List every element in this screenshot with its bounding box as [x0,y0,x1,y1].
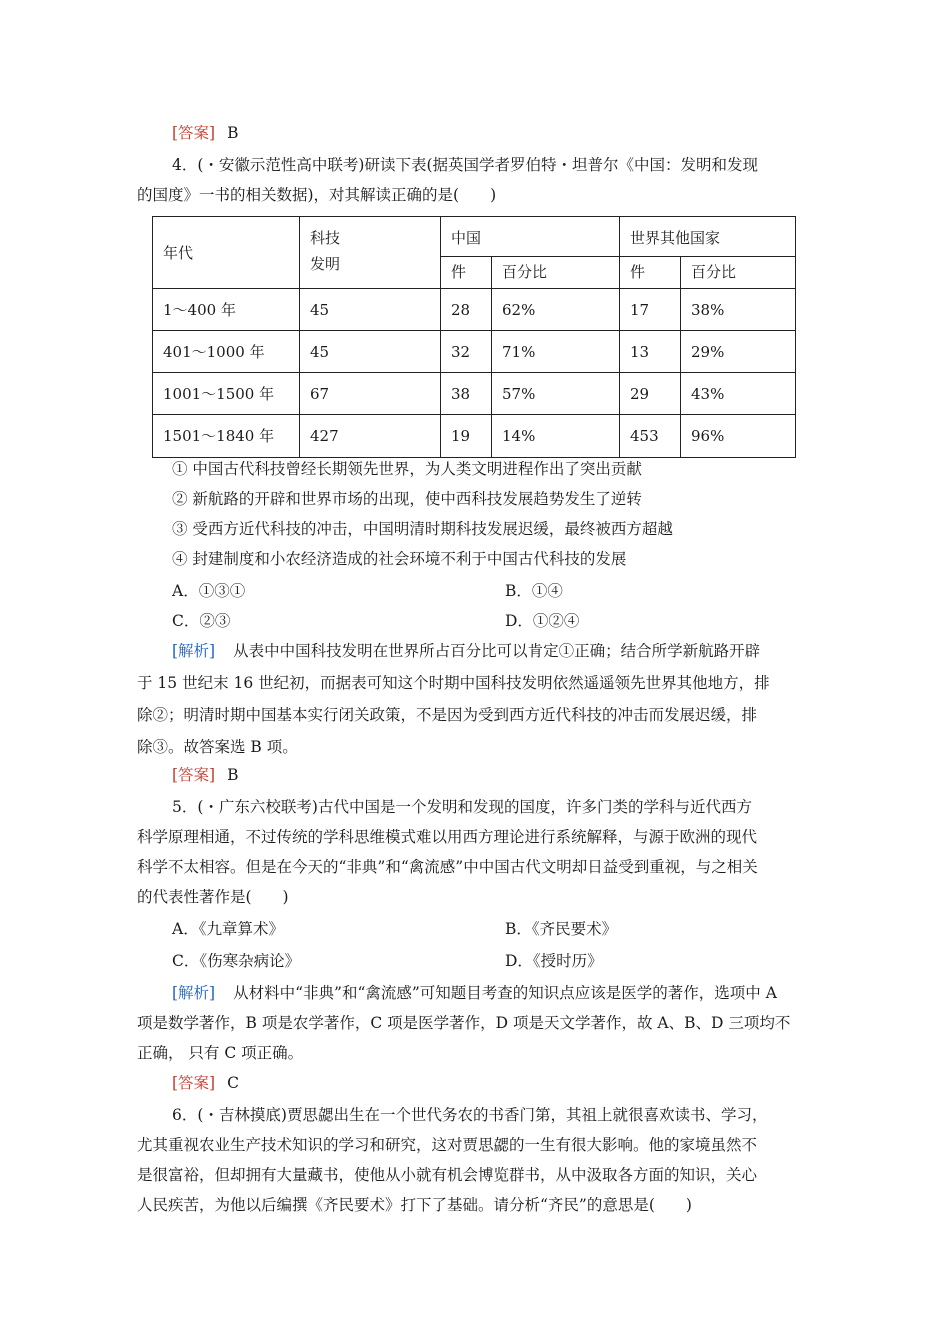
q4-statement-2: ② 新航路的开辟和世界市场的出现，使中西科技发展趋势发生了逆转 [172,490,642,508]
analysis-text: 从材料中“非典”和“禽流感”可知题目考查的知识点应该是医学的著作，选项中 A [233,984,777,1002]
cell-year: 1～400 年 [153,289,300,331]
q5-stem-line-3: 科学不太相容。但是在今天的“非典”和“禽流感”中中国古代文明却日益受到重视，与之相关 [137,858,758,876]
cell-total: 45 [300,289,441,331]
cell-cn-pct: 14% [492,415,620,458]
q4-option-d: D．①②④ [505,612,580,630]
cell-world-pct: 38% [681,289,796,331]
q6-stem-line-1: 6．(・吉林摸底)贾思勰出生在一个世代务农的书香门第，其祖上就很喜欢读书、学习， [172,1106,768,1124]
header-world-count: 件 [620,257,681,289]
q5-analysis-line-2: 项是数学著作，B 项是农学著作，C 项是医学著作，D 项是天文学著作，故 A、B、D 三项均不 [137,1014,791,1032]
q5-stem-line-4: 的代表性著作是( ) [137,888,289,906]
q4-answer [172,764,239,786]
cell-cn-pct: 71% [492,331,620,373]
answer-tag: [答案] [172,766,216,784]
table-row [153,331,796,373]
q4-statement-1: ① 中国古代科技曾经长期领先世界，为人类文明进程作出了突出贡献 [172,460,642,478]
q4-option-b: B．①④ [505,582,563,600]
q4-analysis-line-2: 于 15 世纪末 16 世纪初，而据表可知这个时期中国科技发明依然遥遥领先世界其他地方，排 [137,674,770,692]
cell-cn-pct: 57% [492,373,620,415]
cell-world-pct: 43% [681,373,796,415]
cell-year: 1501～1840 年 [153,415,300,458]
answer-tag: [答案] [172,124,216,142]
analysis-tag: [解析] [172,642,216,660]
q4-option-a: A．①③① [172,582,246,600]
header-china: 中国 [441,217,620,257]
cell-year: 401～1000 年 [153,331,300,373]
q4-statement-3: ③ 受西方近代科技的冲击，中国明清时期科技发展迟缓，最终被西方超越 [172,520,673,538]
analysis-tag: [解析] [172,984,216,1002]
cell-cn: 28 [441,289,492,331]
cell-cn: 38 [441,373,492,415]
q5-stem-line-1: 5．(・广东六校联考)古代中国是一个发明和发现的国度，许多门类的学科与近代西方 [172,798,752,816]
header-tech-line1: 科技 [310,229,341,247]
cell-cn: 19 [441,415,492,458]
q4-analysis-line-4: 除③。故答案选 B 项。 [137,738,298,756]
q4-analysis-line-3: 除②；明清时期中国基本实行闭关政策，不是因为受到西方近代科技的冲击而发展迟缓，排 [137,706,758,724]
answer-value: C [227,1074,239,1092]
q6-stem-line-2: 尤其重视农业生产技术知识的学习和研究，这对贾思勰的一生有很大影响。他的家境虽然不 [137,1136,758,1154]
header-year: 年代 [153,217,300,289]
q5-analysis-line-1 [172,982,777,1004]
answer-tag: [答案] [172,1074,216,1092]
q4-analysis-line-1 [172,640,760,662]
cell-total: 67 [300,373,441,415]
table-row [153,373,796,415]
cell-world-pct: 29% [681,331,796,373]
answer-value: B [227,766,239,784]
cell-world: 453 [620,415,681,458]
cell-cn: 32 [441,331,492,373]
q5-option-b: B．《齐民要术》 [505,920,618,938]
analysis-text: 从表中中国科技发明在世界所占百分比可以肯定①正确；结合所学新航路开辟 [233,642,761,660]
table-row [153,289,796,331]
cell-year: 1001～1500 年 [153,373,300,415]
cell-world: 29 [620,373,681,415]
q4-statement-4: ④ 封建制度和小农经济造成的社会环境不利于中国古代科技的发展 [172,550,627,568]
header-tech [300,217,441,289]
q5-option-c: C．《伤寒杂病论》 [172,952,301,970]
cell-cn-pct: 62% [492,289,620,331]
q4-stem-line-2: 的国度》一书的相关数据)，对其解读正确的是( ) [137,186,497,204]
answer-value: B [227,124,239,142]
q4-option-c: C．②③ [172,612,231,630]
q5-answer [172,1072,239,1094]
header-world: 世界其他国家 [620,217,796,257]
header-china-count: 件 [441,257,492,289]
header-world-pct: 百分比 [681,257,796,289]
q3-answer [172,122,239,144]
cell-world: 17 [620,289,681,331]
cell-world: 13 [620,331,681,373]
cell-total: 427 [300,415,441,458]
q5-option-d: D．《授时历》 [505,952,603,970]
q5-analysis-line-3: 正确， 只有 C 项正确。 [137,1044,304,1062]
cell-total: 45 [300,331,441,373]
invention-table [152,216,796,458]
table-row [153,415,796,458]
q6-stem-line-4: 人民疾苦，为他以后编撰《齐民要术》打下了基础。请分析“齐民”的意思是( ) [137,1196,692,1214]
q6-stem-line-3: 是很富裕，但却拥有大量藏书，使他从小就有机会博览群书，从中汲取各方面的知识，关心 [137,1166,758,1184]
q5-stem-line-2: 科学原理相通，不过传统的学科思维模式难以用西方理论进行系统解释，与源于欧洲的现代 [137,828,758,846]
cell-world-pct: 96% [681,415,796,458]
q5-option-a: A．《九章算术》 [172,920,284,938]
header-tech-line2: 发明 [310,255,341,273]
header-china-pct: 百分比 [492,257,620,289]
q4-stem-line-1: 4．(・安徽示范性高中联考)研读下表(据英国学者罗伯特・坦普尔《中国：发明和发现 [172,156,759,174]
